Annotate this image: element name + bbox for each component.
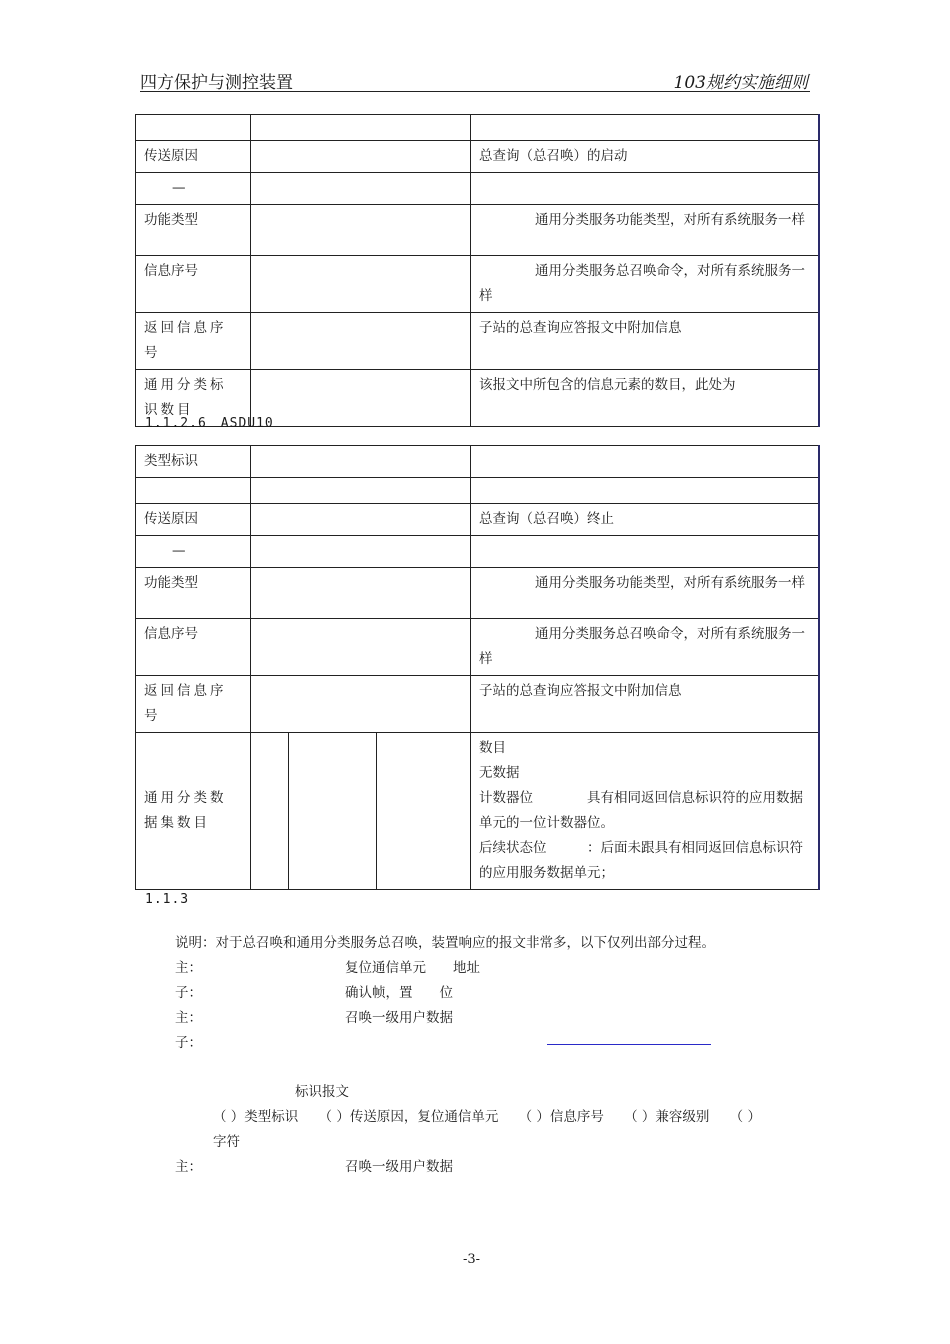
table-cell [251, 205, 471, 256]
desc-line: 无数据 [479, 765, 520, 781]
table-cell [251, 504, 471, 536]
exchange-role: 主： [175, 1010, 202, 1026]
table-cell-desc: 该报文中所包含的信息元素的数目，此处为 [471, 370, 819, 427]
table-row [136, 504, 819, 536]
table-cell [251, 619, 471, 676]
table-cell [251, 446, 471, 478]
table-cell-desc [471, 115, 819, 141]
ident-title: 标识报文 [295, 1084, 349, 1100]
table-cell-label: — [136, 173, 251, 205]
table-cell-label [136, 115, 251, 141]
table-cell [377, 733, 471, 890]
table-cell-label: 类型标识 [136, 446, 251, 478]
table-cell-label: 传送原因 [136, 504, 251, 536]
table-cell-desc [471, 733, 819, 890]
hyperlink-underline[interactable] [547, 1044, 711, 1045]
desc-line: 后续状态位 ：后面未跟具有相同返回信息标识符的应用服务数据单元； [479, 840, 804, 881]
exchange-role: 子： [175, 1035, 202, 1051]
table-row [136, 313, 819, 370]
table-row [136, 141, 819, 173]
table-cell [251, 568, 471, 619]
table-cell-desc [471, 478, 819, 504]
table-cell [251, 256, 471, 313]
table-gi-start [135, 114, 820, 427]
table-cell-desc: 通用分类服务功能类型，对所有系统服务一样 [471, 568, 819, 619]
exchange-text: 确认帧，置 位 [345, 985, 453, 1001]
table-row [136, 478, 819, 504]
header-right-title: 103规约实施细则 [673, 73, 808, 93]
table-cell [251, 141, 471, 173]
table-cell [251, 676, 471, 733]
table-row [136, 619, 819, 676]
table-gi-end [135, 445, 820, 890]
exchange-role: 主： [175, 960, 202, 976]
table-row [136, 676, 819, 733]
table-cell-desc: 通用分类服务总召唤命令，对所有系统服务一样 [471, 256, 819, 313]
desc-line: 数目 [479, 740, 507, 756]
table-cell-desc [471, 536, 819, 568]
table-cell [251, 370, 471, 427]
table-cell-label: 通用分类标识数目 [136, 370, 251, 427]
table-cell-desc: 总查询（总召唤）的启动 [471, 141, 819, 173]
table-cell-label: 返回信息序号 [136, 676, 251, 733]
table-row [136, 536, 819, 568]
table-row [136, 568, 819, 619]
table-cell-label [136, 478, 251, 504]
table-cell [289, 733, 377, 890]
table-cell [251, 733, 289, 890]
table-cell-label: 信息序号 [136, 619, 251, 676]
table-row [136, 115, 819, 141]
table-cell [251, 313, 471, 370]
section-heading-1126: 1.1.2.6 ASDU10 [145, 416, 274, 431]
section-heading-113: 1.1.3 [145, 892, 190, 907]
table-cell-desc: 总查询（总召唤）终止 [471, 504, 819, 536]
table-cell-label: 功能类型 [136, 568, 251, 619]
exchange-role: 主： [175, 1159, 202, 1175]
table-cell-desc: 子站的总查询应答报文中附加信息 [471, 313, 819, 370]
table-cell-label: 通用分类数据集数目 [136, 733, 251, 890]
table-cell-label: 返回信息序号 [136, 313, 251, 370]
table-cell-desc: 通用分类服务总召唤命令，对所有系统服务一样 [471, 619, 819, 676]
table-row [136, 205, 819, 256]
table-row [136, 446, 819, 478]
exchange-role: 子： [175, 985, 202, 1001]
table-cell-label: — [136, 536, 251, 568]
header-left-title: 四方保护与测控装置 [140, 73, 293, 93]
note-paragraph: 说明：对于总召唤和通用分类服务总召唤，装置响应的报文非常多，以下仅列出部分过程。 [175, 935, 715, 951]
exchange-text: 召唤一级用户数据 [345, 1010, 453, 1026]
table-row [136, 173, 819, 205]
header-rule [140, 91, 810, 92]
desc-line: 计数器位 具有相同返回信息标识符的应用数据单元的一位计数器位。 [479, 790, 804, 831]
table-cell [251, 536, 471, 568]
table-row [136, 256, 819, 313]
table-cell-label: 传送原因 [136, 141, 251, 173]
table-cell [251, 115, 471, 141]
ident-fields-line: （ ）类型标识 （ ）传送原因，复位通信单元 （ ）信息序号 （ ）兼容级别 （ ） [213, 1109, 761, 1125]
table-cell [251, 478, 471, 504]
table-cell [251, 173, 471, 205]
exchange-text: 复位通信单元 地址 [345, 960, 480, 976]
table-cell-desc: 子站的总查询应答报文中附加信息 [471, 676, 819, 733]
table-cell-label: 信息序号 [136, 256, 251, 313]
table-row [136, 733, 819, 890]
ident-fields-line2: 字符 [213, 1134, 240, 1150]
table-cell-desc: 通用分类服务功能类型，对所有系统服务一样 [471, 205, 819, 256]
table-cell-desc [471, 173, 819, 205]
table-cell-desc [471, 446, 819, 478]
exchange-text: 召唤一级用户数据 [345, 1159, 453, 1175]
table-cell-label: 功能类型 [136, 205, 251, 256]
page-number: -3- [463, 1252, 481, 1267]
